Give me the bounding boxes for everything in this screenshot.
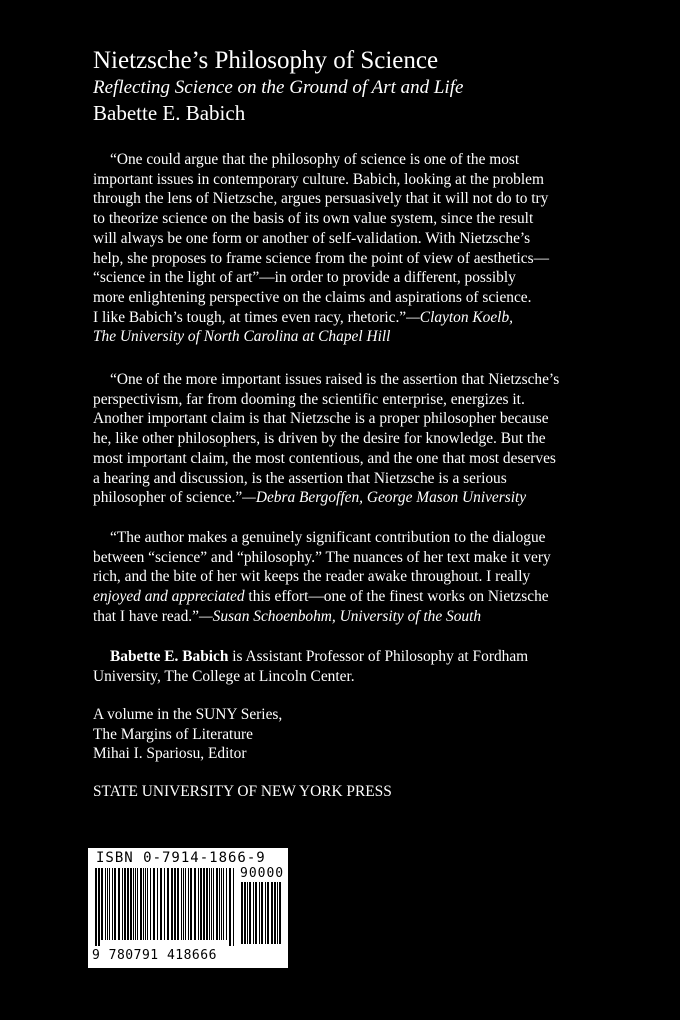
barcode-bar (259, 882, 260, 944)
blurb-line: perspectivism, far from dooming the scientific enterprise, energizes it. (93, 390, 525, 408)
barcode-bar (143, 868, 144, 940)
barcode-bar (147, 868, 148, 940)
ean-barcode-bars (94, 868, 236, 948)
barcode-bar (255, 882, 257, 944)
barcode-bar (219, 868, 220, 940)
book-author: Babette E. Babich (93, 101, 246, 125)
blurb-line: between “science” and “philosophy.” The nuances of her text make it very (93, 548, 551, 566)
barcode-bar (190, 868, 192, 940)
blurb-line (93, 308, 543, 328)
barcode-bar (160, 868, 162, 940)
publisher-name: STATE UNIVERSITY OF NEW YORK PRESS (93, 783, 392, 800)
blurb-bergoffen (93, 370, 560, 508)
book-subtitle: Reflecting Science on the Ground of Art and Life (93, 77, 464, 98)
barcode-bar (185, 868, 186, 940)
author-bio (93, 647, 543, 686)
barcode-bar (241, 882, 243, 944)
attribution-name: —Clayton Koelb, (406, 308, 514, 326)
series-info (93, 705, 543, 764)
blurb-line: “science in the light of art”—in order to provide a different, possibly (93, 269, 516, 287)
barcode-bar (150, 868, 151, 940)
book-title: Nietzsche’s Philosophy of Science (93, 47, 439, 74)
barcode-bar (249, 882, 251, 944)
barcode-bar (194, 868, 196, 940)
blurb-text: that I have read.” (93, 607, 199, 625)
barcode-bar (209, 868, 210, 940)
barcode-bar (277, 882, 278, 944)
barcode-bar (135, 868, 136, 940)
blurb-line: will always be one form or another of self-validation. With Nietzsche’s (93, 229, 531, 247)
barcode-bar (244, 882, 246, 944)
blurb-line (93, 488, 543, 508)
barcode-bar (267, 882, 269, 944)
series-line: The Margins of Literature (93, 725, 253, 743)
blurb-line: to theorize science on the basis of its own value system, since the result (93, 210, 534, 228)
ean-text: 9 780791 418666 (92, 948, 217, 963)
barcode-bar (213, 868, 214, 940)
blurb-line (93, 587, 549, 607)
barcode-bar (112, 868, 113, 940)
attribution-affiliation: The University of North Carolina at Chapel Hill (93, 328, 391, 346)
attribution: —Susan Schoenbohm, University of the South (198, 607, 482, 625)
barcode-bar (265, 882, 266, 944)
blurb-line: a hearing and discussion, is the assertion that Nietzsche is a serious (93, 469, 507, 487)
barcode-bar (140, 868, 142, 940)
barcode-bar (181, 868, 182, 940)
barcode-bar (183, 868, 184, 940)
barcode-bar (122, 868, 123, 940)
bio-line (93, 647, 543, 667)
blurb-line: rich, and the bite of her wit keeps the reader awake throughout. I really (93, 568, 531, 586)
blurb-line: more enlightening perspective on the claims and aspirations of science. (93, 288, 532, 306)
blurb-schoenbohm (93, 528, 551, 627)
barcode-bar (137, 868, 138, 940)
barcode-bar (271, 882, 273, 944)
attribution: —Debra Bergoffen, George Mason University (242, 489, 527, 507)
barcode-bar (247, 882, 248, 944)
blurb-koelb (93, 150, 550, 347)
price-code-text: 90000 (240, 866, 285, 881)
barcode (88, 848, 288, 968)
barcode-bar (98, 868, 100, 946)
price-barcode-bars (240, 882, 284, 948)
barcode-bar (279, 882, 281, 944)
isbn-text: ISBN 0-7914-1866-9 (96, 850, 266, 866)
series-line: Mihai I. Spariosu, Editor (93, 745, 247, 763)
blurb-line: help, she proposes to frame science from the point of view of aesthetics— (93, 249, 550, 267)
blurb-line: important issues in contemporary culture. Babich, looking at the problem (93, 170, 544, 188)
barcode-bar (127, 868, 129, 940)
barcode-bar (200, 868, 202, 940)
bio-text: is Assistant Professor of Philosophy at Fordham (228, 648, 529, 665)
barcode-bar (109, 868, 110, 940)
blurb-line: “The author makes a genuinely significant contribution to the dialogue (110, 529, 546, 546)
barcode-bar (223, 868, 224, 940)
blurb-line: he, like other philosophers, is driven by the desire for knowledge. But the (93, 430, 546, 448)
barcode-bar (107, 868, 108, 940)
barcode-bar (118, 868, 120, 940)
blurb-line: most important claim, the most contentious, and the one that most deserves (93, 449, 556, 467)
blurb-text: I like Babich’s tough, at times even racy, rhetoric.” (93, 308, 407, 326)
barcode-bar (171, 868, 173, 940)
barcode-bar (216, 868, 218, 940)
barcode-bar (114, 868, 116, 940)
barcode-bar (167, 868, 169, 940)
blurb-emphasis: enjoyed and appreciated (93, 588, 245, 606)
barcode-bar (145, 868, 146, 940)
barcode-bar (101, 868, 103, 940)
barcode-bar (105, 868, 106, 940)
barcode-bar (124, 868, 126, 940)
barcode-bar (157, 868, 158, 940)
barcode-bar (206, 868, 208, 940)
barcode-bar (253, 882, 254, 944)
barcode-bar (174, 868, 176, 940)
title-block (93, 46, 463, 126)
barcode-bar (203, 868, 205, 940)
blurb-line: “One could argue that the philosophy of science is one of the most (110, 151, 520, 168)
barcode-bar (164, 868, 165, 940)
barcode-bar (261, 882, 263, 944)
barcode-bar (233, 868, 234, 946)
blurb-line: through the lens of Nietzsche, argues persuasively that it will not do to try (93, 190, 549, 208)
barcode-bar (95, 868, 97, 946)
barcode-bar (229, 868, 231, 946)
blurb-text: philosopher of science.” (93, 489, 243, 507)
barcode-bar (188, 868, 189, 940)
barcode-bar (274, 882, 276, 944)
blurb-line: “One of the more important issues raised is the assertion that Nietzsche’s (110, 371, 560, 388)
barcode-bar (153, 868, 155, 940)
barcode-bar (198, 868, 199, 940)
barcode-bar (177, 868, 179, 940)
barcode-bar (133, 868, 134, 940)
blurb-text: this effort—one of the finest works on Nietzsche (244, 588, 549, 606)
barcode-bar (226, 868, 227, 940)
bio-line: University, The College at Lincoln Center. (93, 667, 355, 685)
blurb-line (93, 607, 543, 627)
barcode-bar (211, 868, 212, 940)
bio-name: Babette E. Babich (110, 648, 229, 665)
blurb-line: Another important claim is that Nietzsche is a proper philosopher because (93, 410, 549, 428)
series-line: A volume in the SUNY Series, (93, 706, 283, 723)
barcode-bar (130, 868, 132, 940)
barcode-bar (221, 868, 222, 940)
